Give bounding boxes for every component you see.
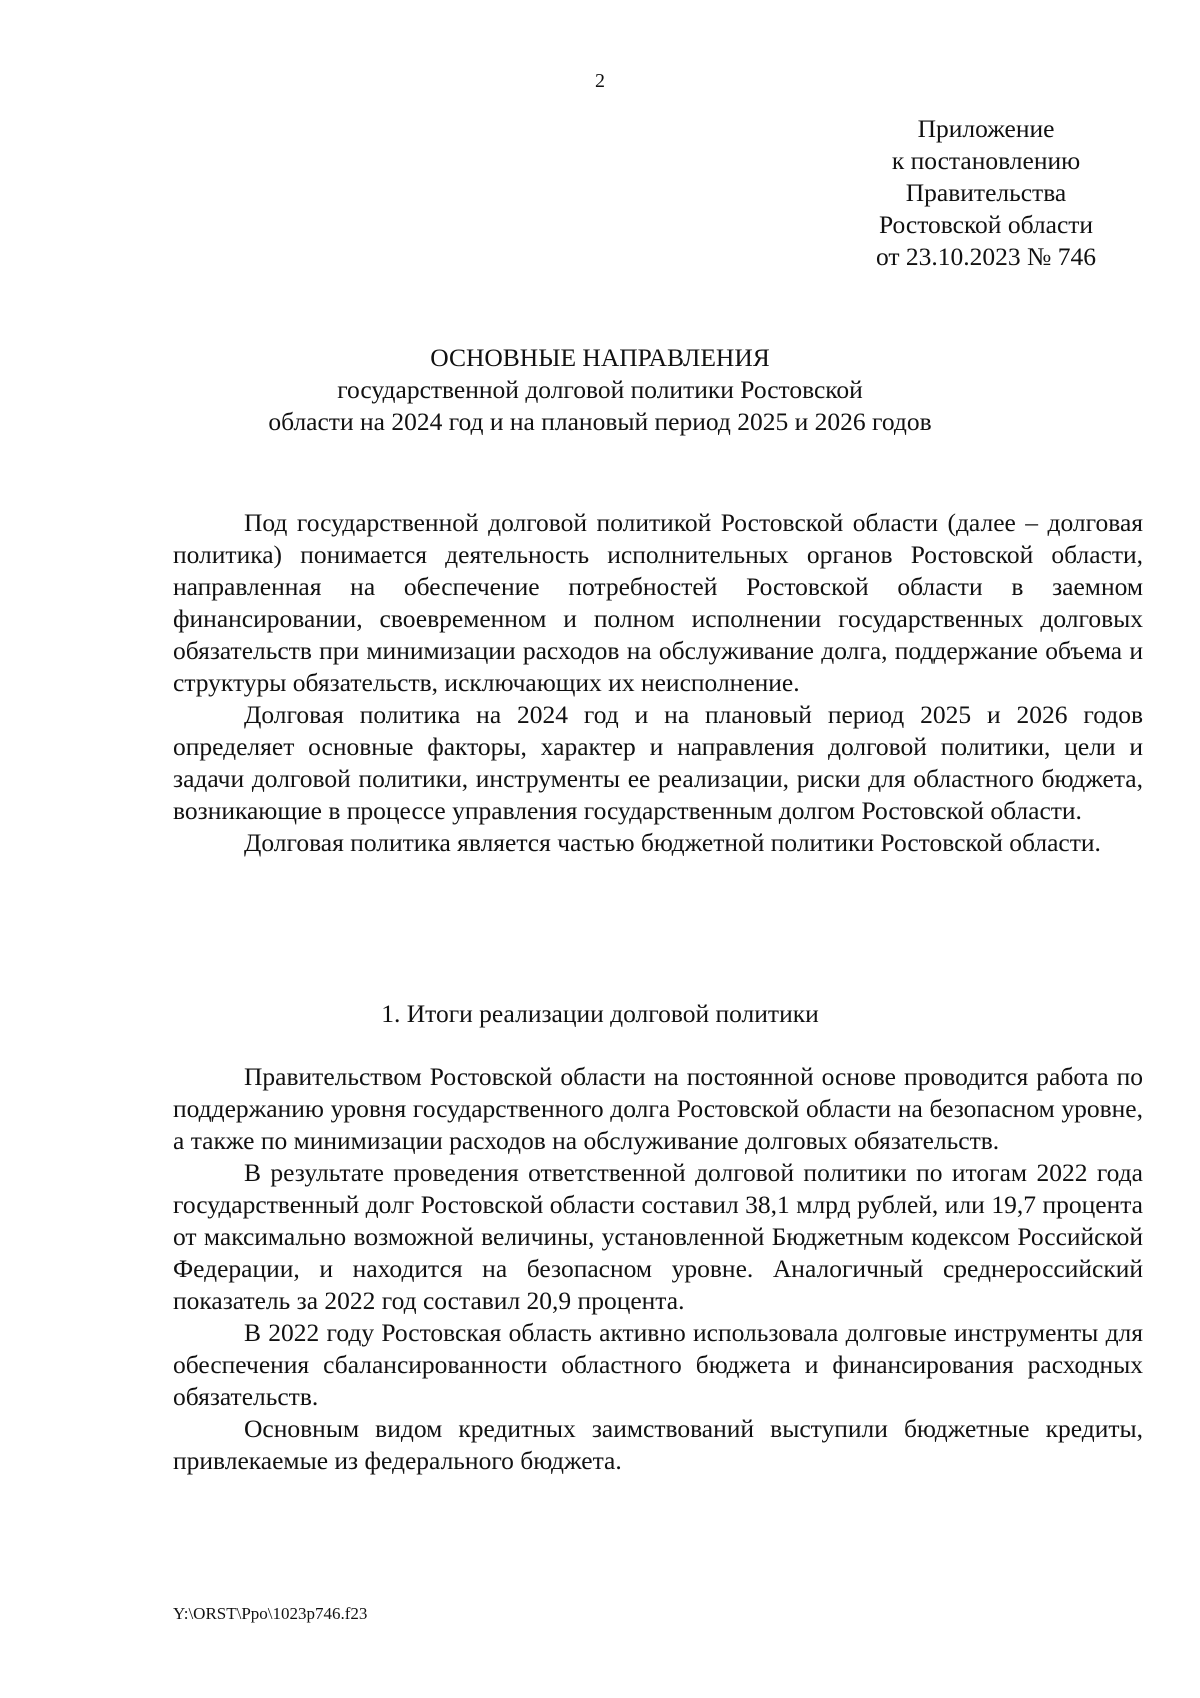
title-line: ОСНОВНЫЕ НАПРАВЛЕНИЯ xyxy=(430,343,770,372)
appendix-stamp xyxy=(830,113,1142,273)
appendix-line: к постановлению xyxy=(891,146,1081,175)
paragraph: Долговая политика является частью бюджетной политики Ростовской области. xyxy=(244,828,1101,857)
paragraph: Правительством Ростовской области на постоянной основе проводится работа по поддержанию уровня государственного долга Ростовской области на безопасном уровне, а также по минимизации расходов на обслуживание долговых обязательств. xyxy=(173,1062,1143,1155)
section-1-body xyxy=(173,1061,1143,1477)
appendix-line: Приложение xyxy=(917,114,1055,143)
appendix-line: Ростовской области xyxy=(878,210,1094,239)
document-title xyxy=(0,342,1200,438)
title-line: области на 2024 год и на плановый период 2025 и 2026 годов xyxy=(268,407,932,436)
paragraph: Под государственной долговой политикой Ростовской области (далее – долговая политика) понимается деятельность исполнительных органов Ростовской области, направленная на обеспечение потребностей Ростовской области в заемном финансировании, своевременном и полном исполнении государственных долговых обязательств при минимизации расходов на обслуживание долга, поддержание объема и структуры обязательств, исключающих их неисполнение. xyxy=(173,508,1143,697)
paragraph: В результате проведения ответственной долговой политики по итогам 2022 года государственный долг Ростовской области составил 38,1 млрд рублей, или 19,7 процента от максимально возможной величины, установленной Бюджетным кодексом Российской Федерации, и находится на безопасном уровне. Аналогичный среднероссийский показатель за 2022 год составил 20,9 процента. xyxy=(173,1158,1143,1315)
paragraph: В 2022 году Ростовская область активно использовала долговые инструменты для обеспечения сбалансированности областного бюджета и финансирования расходных обязательств. xyxy=(173,1318,1143,1411)
section-heading: 1. Итоги реализации долговой политики xyxy=(381,999,819,1028)
paragraph: Основным видом кредитных заимствований выступили бюджетные кредиты, привлекаемые из федерального бюджета. xyxy=(173,1414,1143,1475)
intro-section xyxy=(173,507,1143,859)
appendix-line: Правительства xyxy=(905,178,1067,207)
paragraph: Долговая политика на 2024 год и на плановый период 2025 и 2026 годов определяет основные факторы, характер и направления долговой политики, цели и задачи долговой политики, инструменты ее реализации, риски для областного бюджета, возникающие в процессе управления государственным долгом Ростовской области. xyxy=(173,700,1143,825)
appendix-line: от 23.10.2023 № 746 xyxy=(875,242,1096,271)
title-line: государственной долговой политики Ростовской xyxy=(337,375,863,404)
page-number: 2 xyxy=(595,70,605,92)
footer-file-path: Y:\ORST\Ppo\1023p746.f23 xyxy=(173,1604,368,1623)
